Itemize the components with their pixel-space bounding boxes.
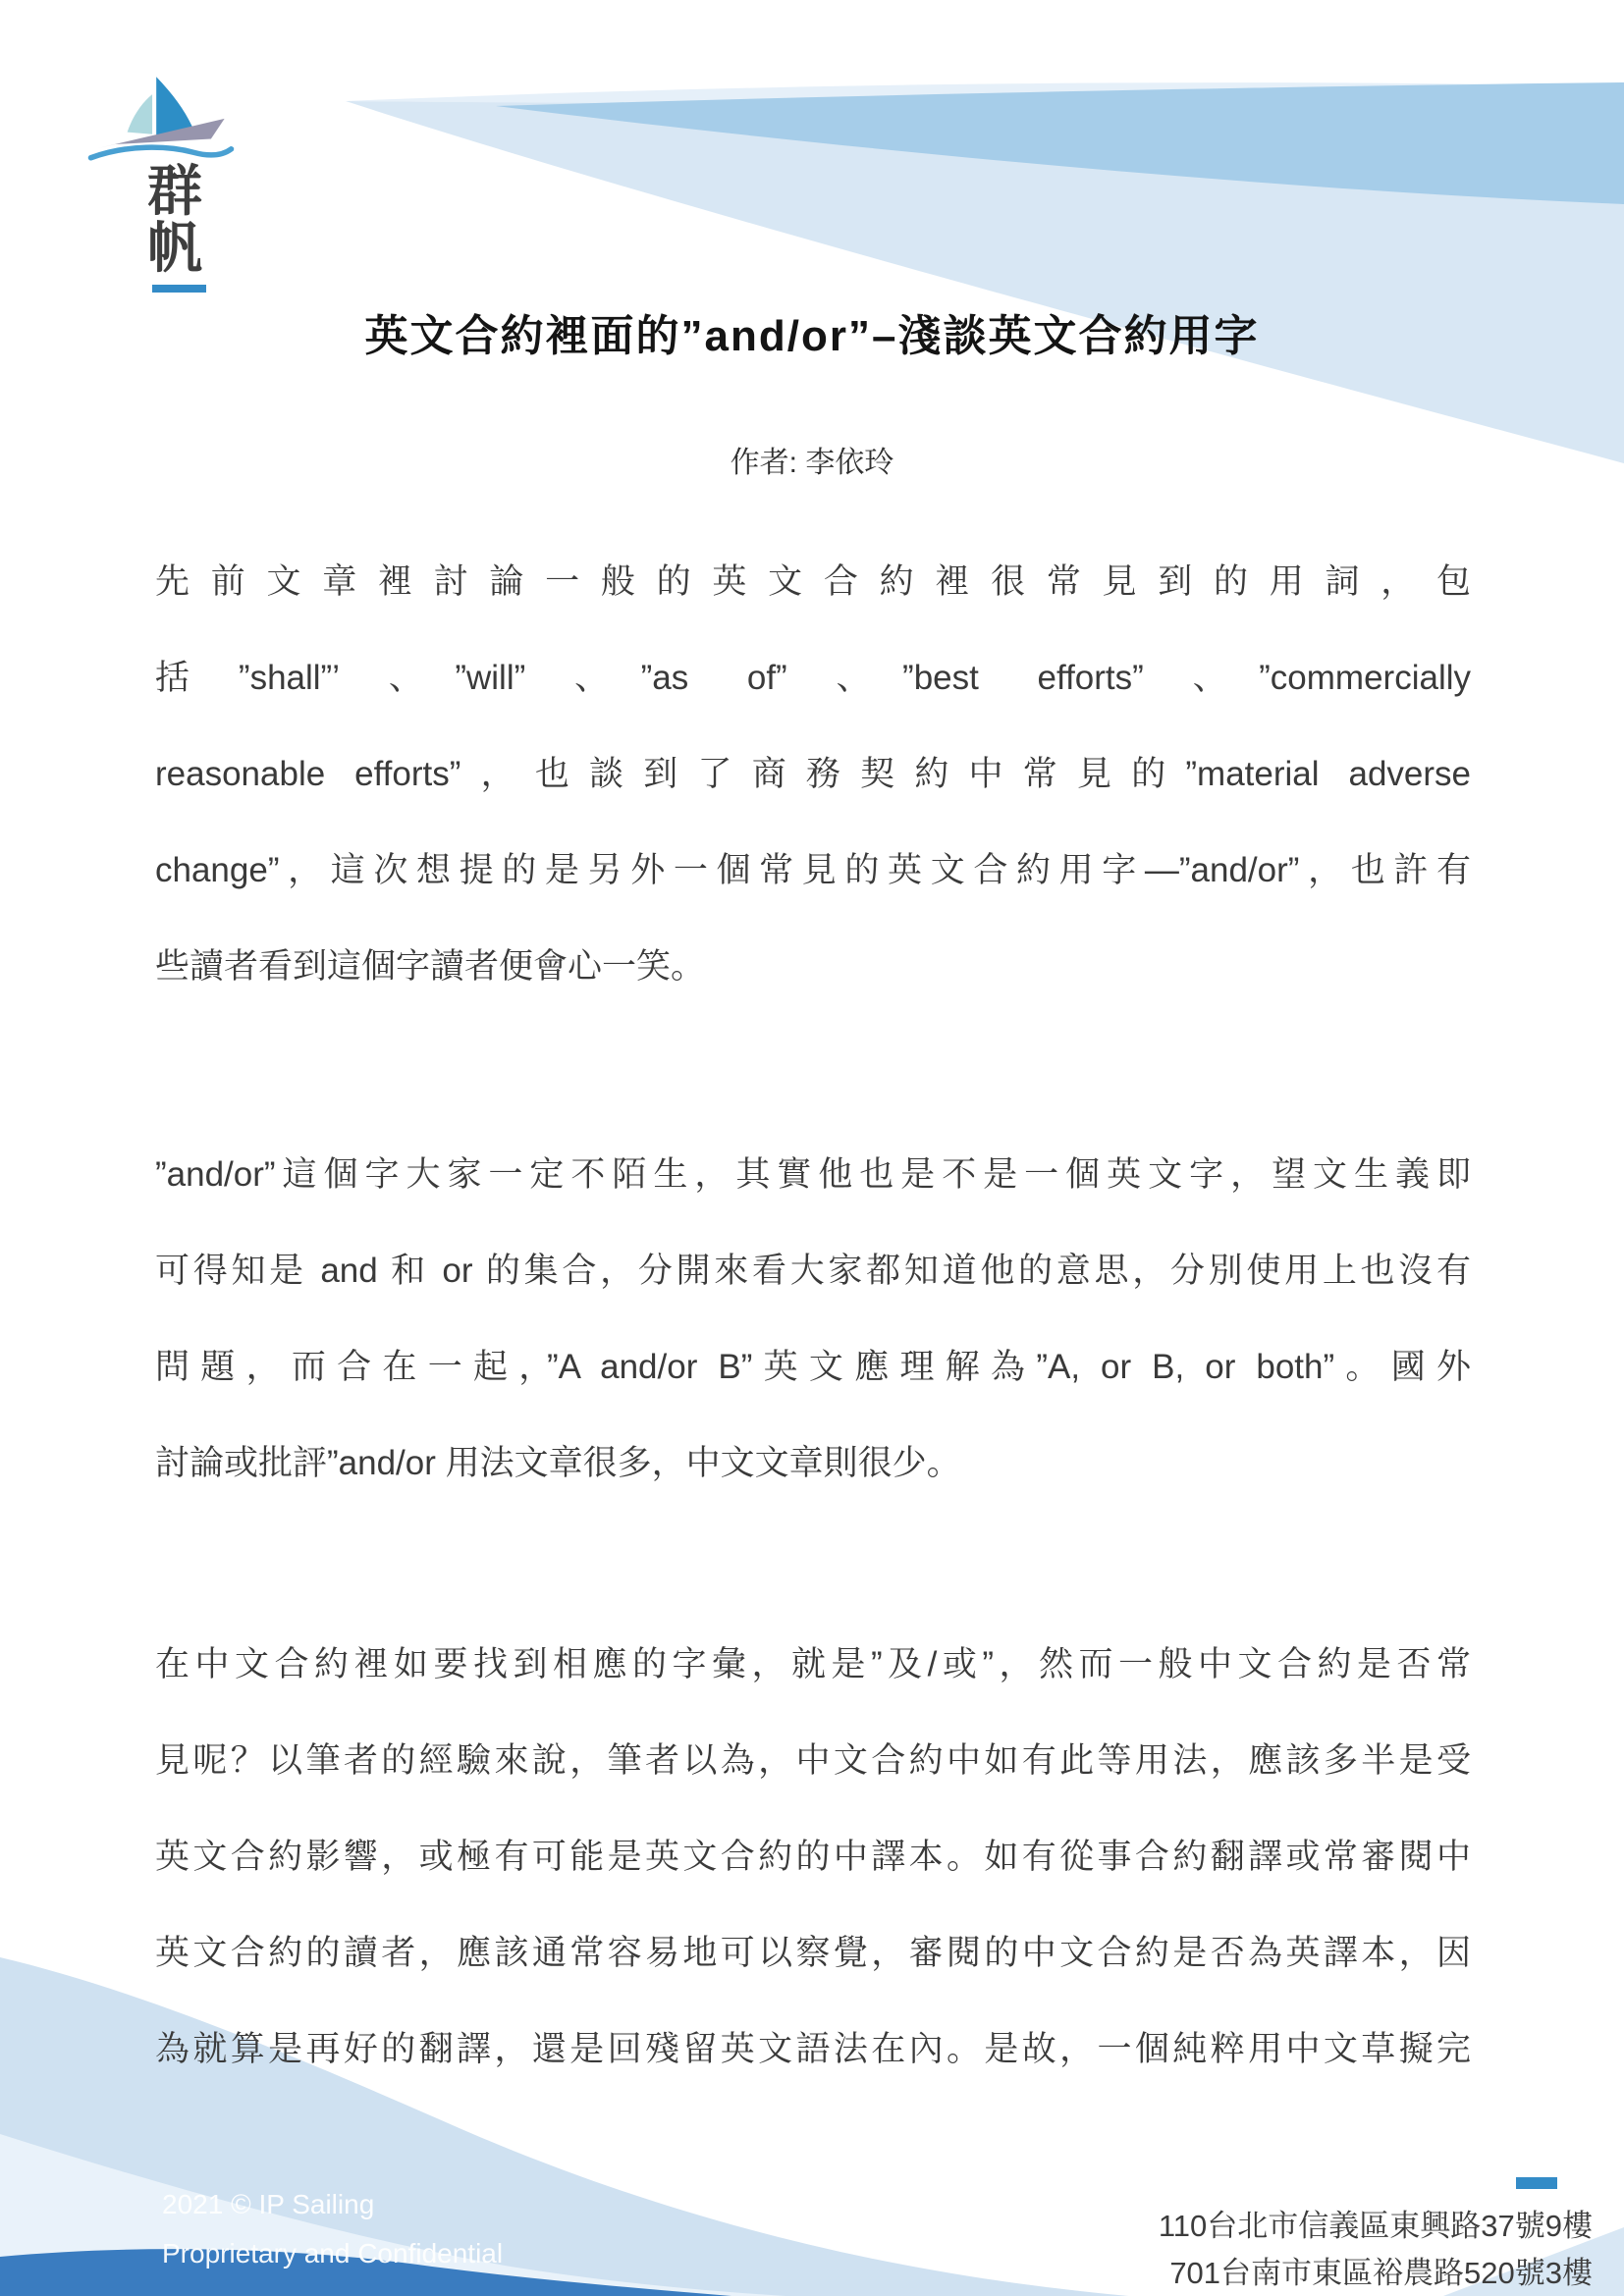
body-line: change”，這次想提的是另外一個常見的英文合約用字—”and/or”，也許有 (155, 851, 1471, 889)
body-line: 問題，而合在一起，”A and/or B”英文應理解為”A, or B, or both”。國外 (155, 1348, 1471, 1386)
paragraph-2 (155, 1127, 1471, 1512)
confidential-line: Proprietary and Confidential (162, 2238, 504, 2269)
top-swoosh-decoration (0, 0, 1624, 510)
article-title: 英文合約裡面的”and/or”–淺談英文合約用字 (364, 312, 1260, 360)
body-line: 英文合約影響，或極有可能是英文合約的中譯本。如有從事合約翻譯或常審閱中 (155, 1838, 1471, 1876)
address-tainan: 701台南市東區裕農路520號3樓 (1169, 2256, 1593, 2290)
paragraph-1 (155, 534, 1471, 1015)
body-line: 討論或批評”and/or 用法文章很多，中文文章則很少。 (155, 1444, 961, 1482)
body-line: 可得知是 and 和 or 的集合，分開來看大家都知道他的意思，分別使用上也沒有 (155, 1252, 1471, 1290)
brand-name: 群帆 (147, 160, 206, 279)
body-line: 些讀者看到這個字讀者便會心一笑。 (155, 947, 706, 986)
copyright-line: 2021 © IP Sailing (162, 2189, 375, 2219)
article-author: 作者: 李依玲 (730, 447, 894, 479)
body-line: 括”shall”’、”will”、”as of”、”best efforts”、”commercially (155, 659, 1471, 697)
body-line: 先前文章裡討論一般的英文合約裡很常見到的用詞，包 (155, 562, 1471, 601)
sail-small (128, 94, 152, 134)
body-line: 見呢？以筆者的經驗來說，筆者以為，中文合約中如有此等用法，應該多半是受 (155, 1741, 1471, 1780)
wave-stroke (91, 147, 232, 158)
body-line: ”and/or”這個字大家一定不陌生，其實他也是不是一個英文字，望文生義即 (155, 1155, 1471, 1194)
address-taipei: 110台北市信義區東興路37號9樓 (1158, 2209, 1593, 2243)
paragraph-3 (155, 1617, 1471, 2098)
brand-underline (152, 285, 206, 293)
body-line: reasonable efforts”，也談到了商務契約中常見的”material adverse (155, 755, 1471, 793)
footer-accent-dash (1516, 2177, 1557, 2189)
body-line: 在中文合約裡如要找到相應的字彙，就是”及/或”，然而一般中文合約是否常 (155, 1645, 1471, 1683)
sail-large (156, 77, 194, 135)
body-line: 英文合約的讀者，應該通常容易地可以察覺，審閱的中文合約是否為英譯本，因 (155, 1934, 1471, 1972)
body-line: 為就算是再好的翻譯，還是回殘留英文語法在內。是故，一個純粹用中文草擬完 (155, 2030, 1471, 2068)
